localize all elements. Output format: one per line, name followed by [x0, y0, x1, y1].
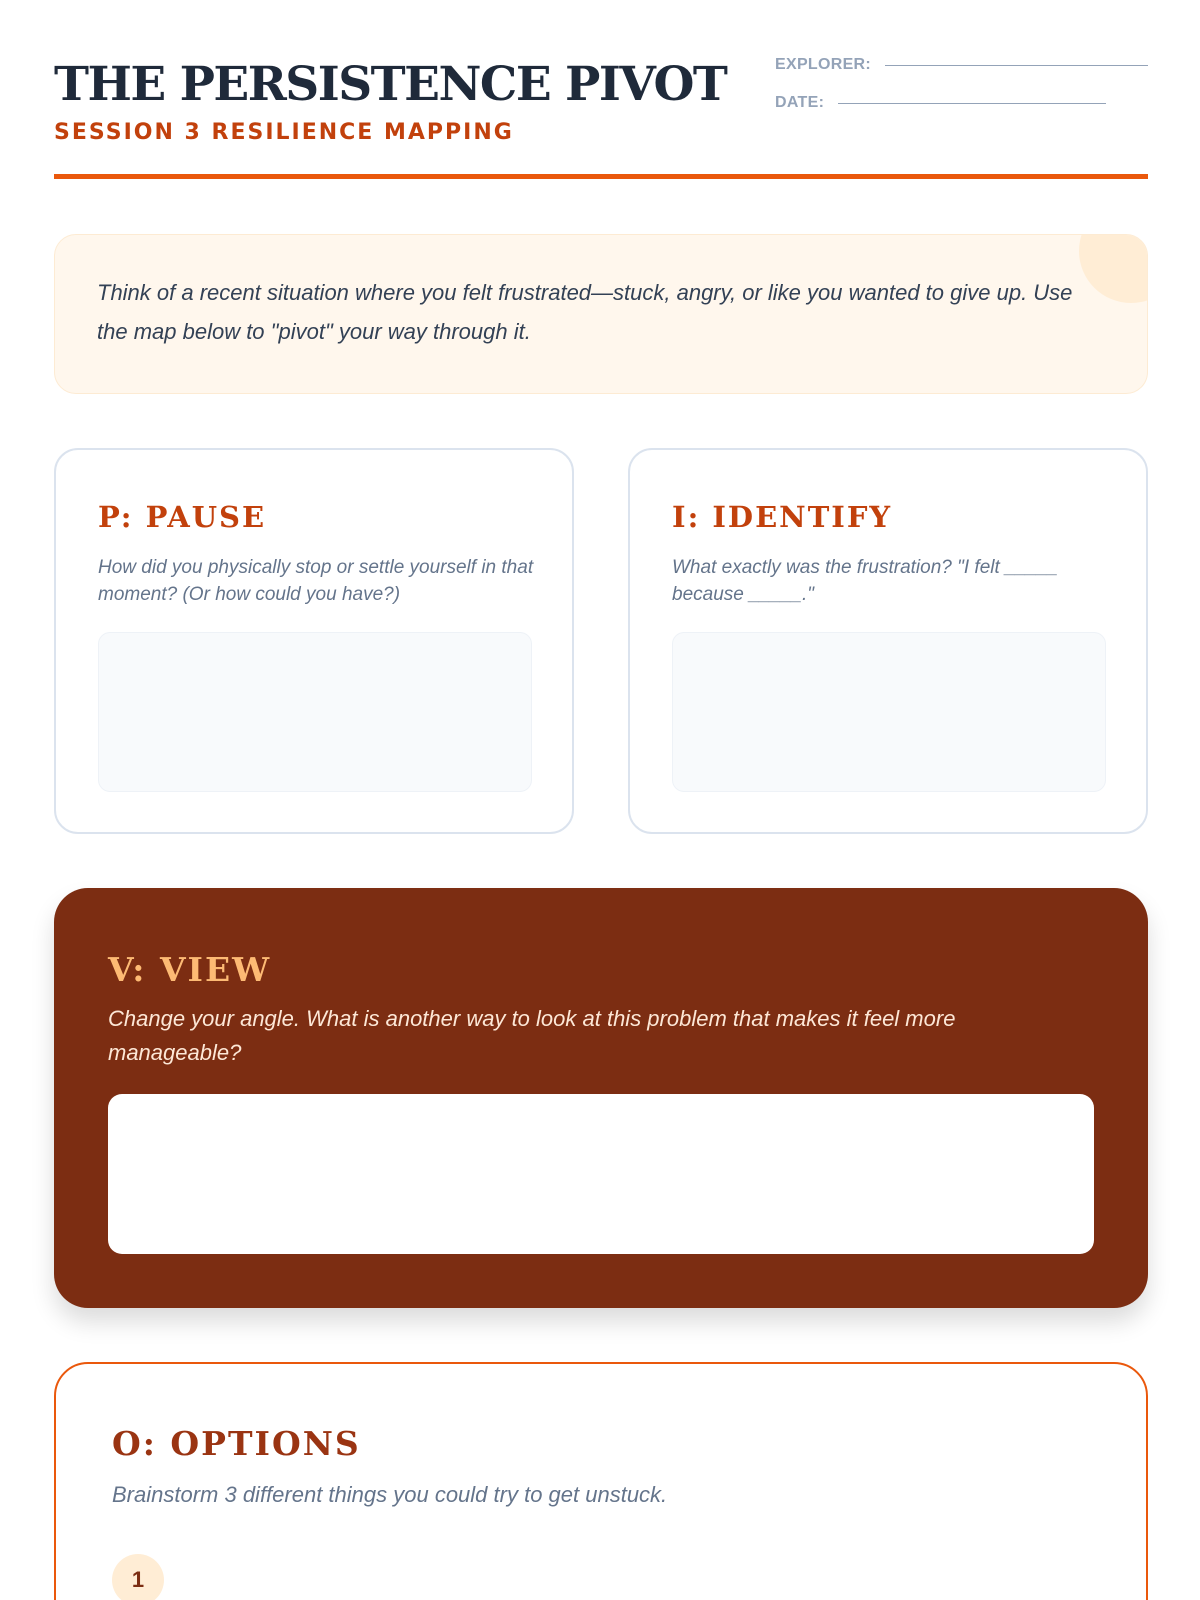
- explorer-label: EXPLORER:: [775, 56, 872, 73]
- view-prompt: Change your angle. What is another way to look at this problem that makes it feel more manageable?: [108, 1006, 956, 1065]
- intro-text: Think of a recent situation where you felt frustrated—stuck, angry, or like you wanted to give up. Use the map below to "pivot" your way through it.: [97, 280, 1073, 344]
- explorer-line[interactable]: [885, 65, 1148, 66]
- pause-heading: P: PAUSE: [98, 500, 267, 534]
- identify-prompt: What exactly was the frustration? "I felt _____ because _____.": [672, 557, 1058, 605]
- intro-callout: [54, 234, 1148, 394]
- page-title: THE PERSISTENCE PIVOT: [54, 57, 727, 112]
- identify-answer-box[interactable]: [672, 632, 1106, 792]
- view-heading: V: VIEW: [108, 950, 272, 989]
- view-answer-box[interactable]: [108, 1094, 1094, 1254]
- options-card: [54, 1362, 1148, 1600]
- pause-prompt: How did you physically stop or settle yourself in that moment? (Or how could you have?): [98, 557, 534, 605]
- pause-answer-box[interactable]: [98, 632, 532, 792]
- header-divider: [54, 174, 1148, 179]
- date-line[interactable]: [838, 103, 1106, 104]
- date-label: DATE:: [775, 94, 825, 111]
- explorer-field[interactable]: [775, 56, 1148, 74]
- page-subtitle: SESSION 3 RESILIENCE MAPPING: [54, 120, 514, 145]
- options-heading: O: OPTIONS: [112, 1424, 361, 1463]
- identify-card: [628, 448, 1148, 834]
- date-field[interactable]: [775, 94, 1148, 112]
- option-number-badge: 1: [112, 1554, 164, 1600]
- name-date-fields: [775, 56, 1148, 132]
- identify-heading: I: IDENTIFY: [672, 500, 893, 534]
- options-prompt: Brainstorm 3 different things you could try to get unstuck.: [112, 1482, 668, 1507]
- view-card: [54, 888, 1148, 1308]
- pause-card: [54, 448, 574, 834]
- callout-decoration: [1079, 234, 1148, 303]
